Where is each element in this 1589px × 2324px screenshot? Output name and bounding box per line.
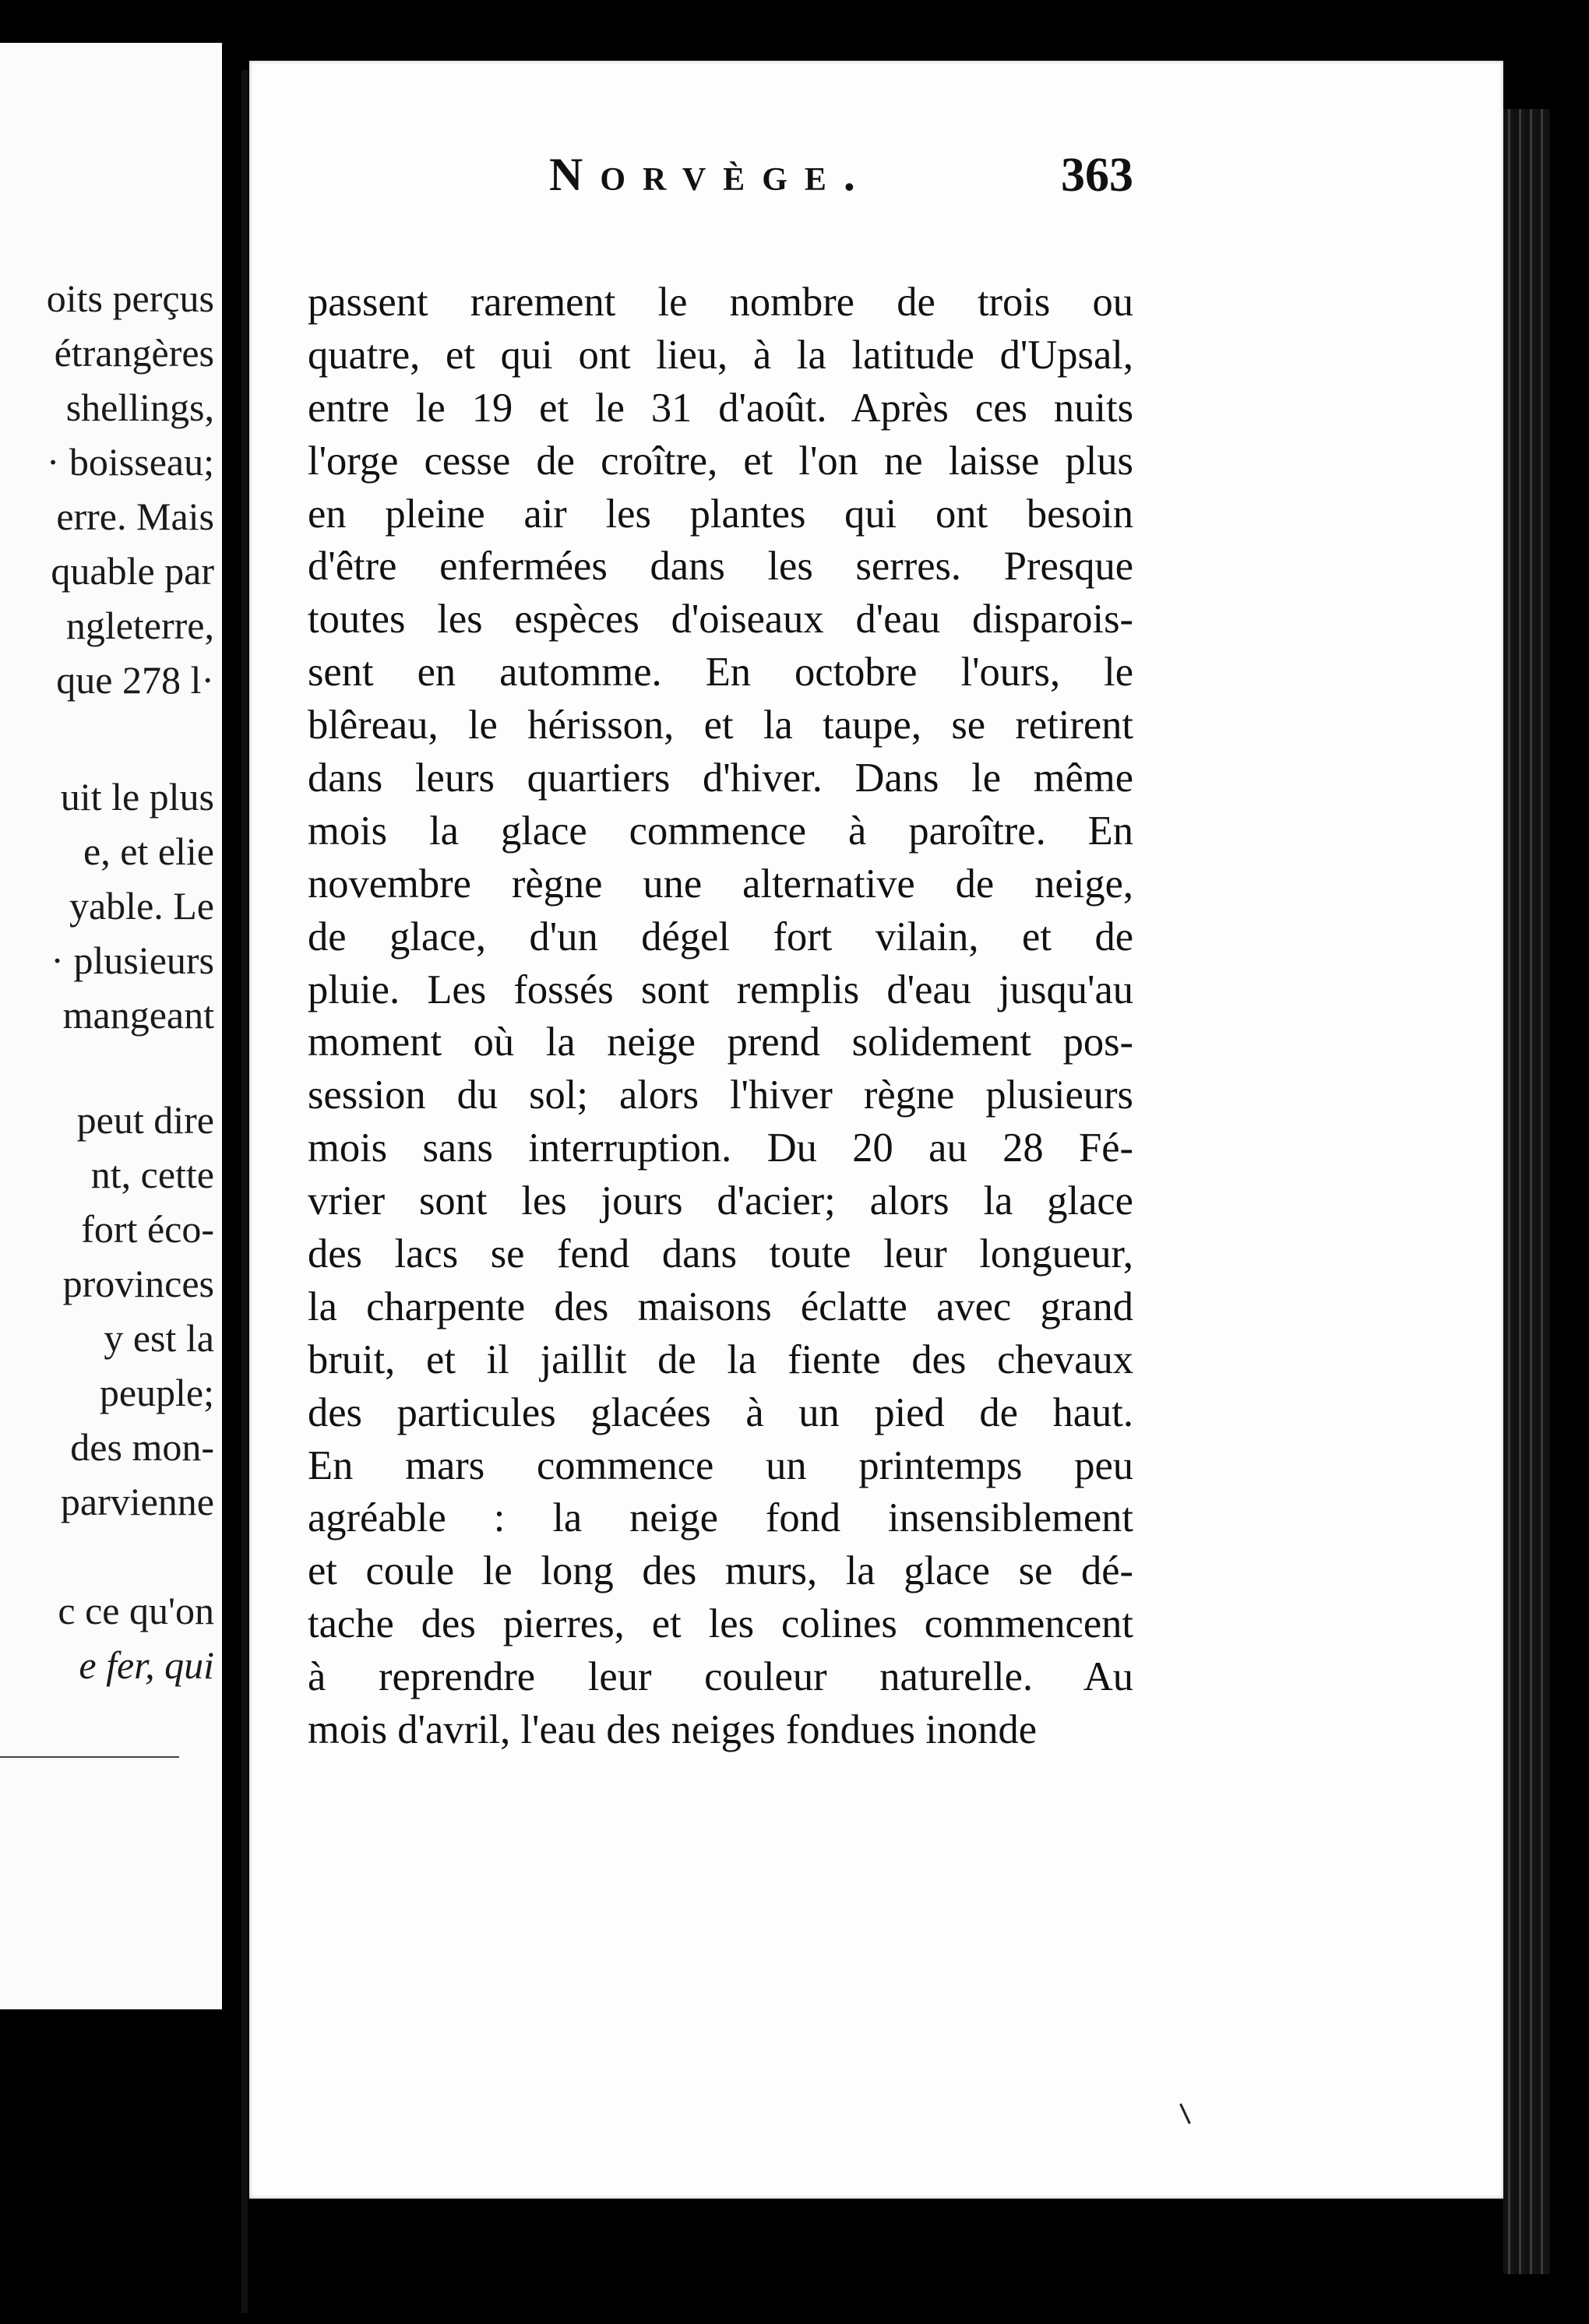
- left-line: des mon-: [70, 1425, 214, 1469]
- left-line: étrangères: [54, 331, 214, 375]
- left-line: quable par: [51, 549, 214, 593]
- left-line: uit le plus: [60, 775, 214, 819]
- text-line: l'orge cesse de croître, et l'on ne laisse plus: [308, 438, 1133, 484]
- text-line: pluie. Les fossés sont remplis d'eau jusqu'au: [308, 967, 1133, 1012]
- text-line: blêreau, le hérisson, et la taupe, se retirent: [308, 702, 1133, 748]
- previous-page-fragment: [0, 43, 222, 2009]
- text-line: vrier sont les jours d'acier; alors la glace: [308, 1178, 1133, 1224]
- left-line: nt, cette: [90, 1153, 214, 1196]
- left-line: peut dire: [76, 1098, 214, 1142]
- binding-gutter: [241, 70, 248, 2313]
- text-line: des particules glacées à un pied de haut.: [308, 1389, 1133, 1435]
- left-line: oits perçus: [46, 276, 214, 320]
- text-line: quatre, et qui ont lieu, à la latitude d'Upsal,: [308, 332, 1133, 378]
- left-line: mangeant: [62, 993, 214, 1037]
- left-line: fort éco-: [81, 1207, 214, 1251]
- text-line: En mars commence un printemps peu: [308, 1442, 1133, 1488]
- running-head: [308, 148, 1133, 218]
- left-line: · boisseau;: [46, 440, 214, 484]
- left-page-rule: [0, 1756, 179, 1758]
- text-line: mois la glace commence à paroître. En: [308, 808, 1133, 854]
- text-line: passent rarement le nombre de trois ou: [308, 280, 1133, 325]
- text-line: la charpente des maisons éclatte avec grand: [308, 1283, 1133, 1329]
- left-line: provinces: [62, 1262, 214, 1305]
- text-line: mois sans interruption. Du 20 au 28 Fé-: [308, 1125, 1133, 1171]
- left-line: shellings,: [65, 386, 214, 429]
- text-line: et coule le long des murs, la glace se dé-: [308, 1548, 1133, 1594]
- text-line: sent en automme. En octobre l'ours, le: [308, 650, 1133, 695]
- page-number: 363: [1061, 149, 1133, 202]
- text-line: en pleine air les plantes qui ont besoin: [308, 491, 1133, 537]
- text-line: d'être enfermées dans les serres. Presque: [308, 544, 1133, 590]
- left-line: que 278 l·: [56, 658, 214, 702]
- left-line: ngleterre,: [65, 604, 214, 647]
- left-line: parvienne: [60, 1480, 214, 1523]
- previous-page-text: [0, 43, 222, 2009]
- text-line: toutes les espèces d'oiseaux d'eau disparois-: [308, 597, 1133, 643]
- left-line: y est la: [104, 1316, 214, 1360]
- text-line: bruit, et il jaillit de la fiente des chevaux: [308, 1336, 1133, 1382]
- text-line: dans leurs quartiers d'hiver. Dans le même: [308, 755, 1133, 801]
- body-text: [308, 276, 1133, 1757]
- text-line: tache des pierres, et les colines commencent: [308, 1601, 1133, 1647]
- left-line: yable. Le: [69, 884, 214, 928]
- left-line: e fer, qui: [79, 1643, 214, 1687]
- text-line: mois d'avril, l'eau des neiges fondues inonde: [308, 1707, 1038, 1753]
- left-line: e, et elie: [83, 829, 214, 873]
- text-line: agréable : la neige fond insensiblement: [308, 1495, 1133, 1541]
- left-line: peuple;: [99, 1371, 214, 1414]
- text-line: à reprendre leur couleur naturelle. Au: [308, 1654, 1133, 1700]
- left-line: erre. Mais: [56, 495, 214, 538]
- text-line: session du sol; alors l'hiver règne plusieurs: [308, 1072, 1133, 1118]
- text-line: moment où la neige prend solidement pos-: [308, 1019, 1133, 1065]
- running-title: Norvège.: [549, 149, 872, 200]
- page-edges: [1503, 109, 1550, 2274]
- left-line: c ce qu'on: [58, 1589, 214, 1632]
- text-line: novembre règne une alternative de neige,: [308, 861, 1133, 907]
- text-line: de glace, d'un dégel fort vilain, et de: [308, 914, 1133, 960]
- text-line: entre le 19 et le 31 d'août. Après ces nuits: [308, 385, 1133, 431]
- text-line: des lacs se fend dans toute leur longueur,: [308, 1231, 1133, 1277]
- left-line: · plusieurs: [51, 938, 214, 982]
